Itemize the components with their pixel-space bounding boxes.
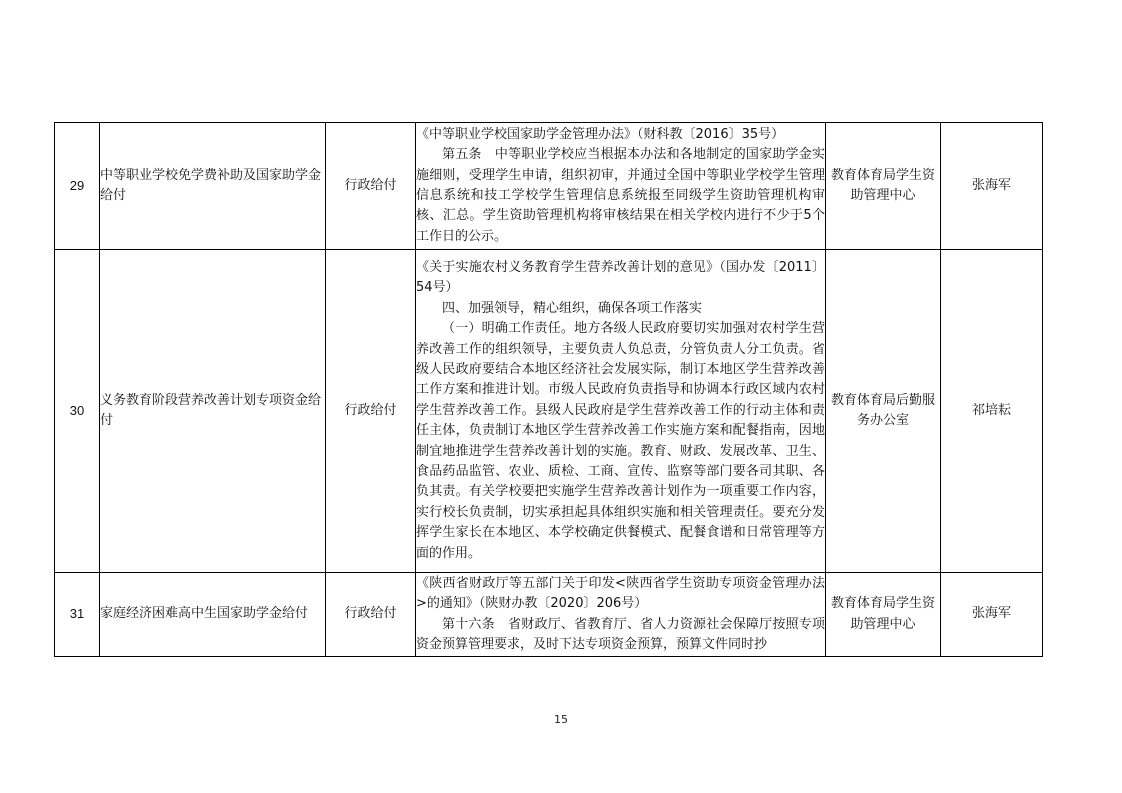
legal-basis xyxy=(416,573,826,657)
legal-basis xyxy=(416,250,826,573)
basis-paragraph: 《陕西省财政厅等五部门关于印发<陕西省学生资助专项资金管理办法>的通知》（陕财办教〔2020〕206号） xyxy=(416,575,825,612)
basis-paragraph: 第五条 中等职业学校应当根据本办法和各地制定的国家助学金实施细则，受理学生申请，组织初审，并通过全国中等职业学校学生管理信息系统和技工学校学生管理信息系统报至同级学生资助管理机构审核、汇总。学生资助管理机构将审核结果在相关学校内进行不少于5个工作日的公示。 xyxy=(416,147,825,244)
basis-paragraph: 四、加强领导，精心组织，确保各项工作落实 xyxy=(442,300,703,316)
item-name: 家庭经济困难高中生国家助学金给付 xyxy=(100,573,326,657)
basis-paragraph: （一）明确工作责任。地方各级人民政府要切实加强对农村学生营养改善工作的组织领导，主要负责人负总责，分管负责人分工负责。省级人民政府要结合本地区经济社会发展实际，制订本地区学生营养改善工作方案和推进计划。市级人民政府负责指导和协调本行政区域内农村学生营养改善工作。县级人民政府是学生营养改善工作的行动主体和责任主体，负责制订本地区学生营养改善工作实施方案和配餐指南，因地制宜地推进学生营养改善计划的实施。教育、财政、发展改革、卫生、食品药品监管、农业、质检、工商、宣传、监察等部门要各司其职、各负其责。有关学校要把实施学生营养改善计划作为一项重要工作内容，实行校长负责制，切实承担起具体组织实施和相关管理责任。要充分发挥学生家长在本地区、本学校确定供餐模式、配餐食谱和日常管理等方面的作用。 xyxy=(416,321,825,561)
basis-paragraph: 《中等职业学校国家助学金管理办法》（财科教〔2016〕35号） xyxy=(416,126,785,142)
row-number: 30 xyxy=(55,250,100,573)
table-row xyxy=(55,250,1043,573)
items-table xyxy=(54,122,1043,657)
row-number: 29 xyxy=(55,123,100,250)
responsible-person: 张海军 xyxy=(941,573,1043,657)
item-name: 中等职业学校免学费补助及国家助学金给付 xyxy=(100,123,326,250)
legal-basis xyxy=(416,123,826,250)
responsible-person: 张海军 xyxy=(941,123,1043,250)
basis-paragraph: 第十六条 省财政厅、省教育厅、省人力资源社会保障厅按照专项资金预算管理要求，及时下达专项资金预算，预算文件同时抄 xyxy=(416,616,825,652)
item-name: 义务教育阶段营养改善计划专项资金给付 xyxy=(100,250,326,573)
item-type: 行政给付 xyxy=(326,573,416,657)
responsible-department: 教育体育局学生资助管理中心 xyxy=(826,573,941,657)
row-number: 31 xyxy=(55,573,100,657)
item-type: 行政给付 xyxy=(326,123,416,250)
table-row xyxy=(55,123,1043,250)
responsible-person: 祁培耘 xyxy=(941,250,1043,573)
page-number: 15 xyxy=(554,713,568,726)
basis-paragraph: 《关于实施农村义务教育学生营养改善计划的意见》（国办发〔2011〕54号） xyxy=(416,259,825,296)
table-row xyxy=(55,573,1043,657)
responsible-department: 教育体育局后勤服务办公室 xyxy=(826,250,941,573)
responsible-department: 教育体育局学生资助管理中心 xyxy=(826,123,941,250)
item-type: 行政给付 xyxy=(326,250,416,573)
